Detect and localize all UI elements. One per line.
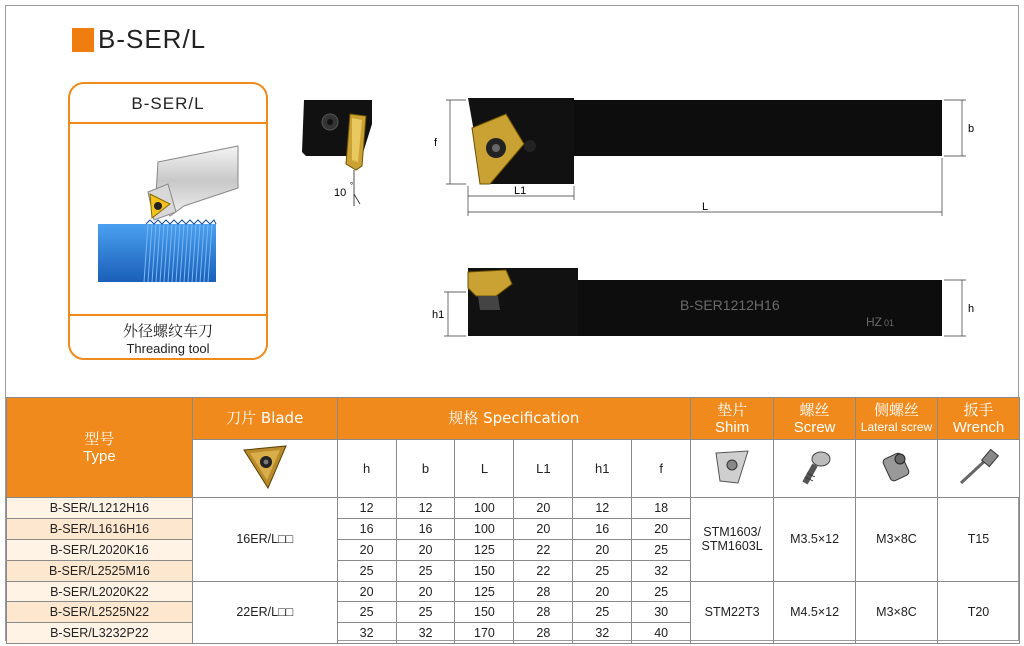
value-cell: 25 <box>396 602 455 623</box>
svg-text:°: ° <box>350 181 354 190</box>
wrench-image-cell <box>937 440 1019 498</box>
header-screw: 螺丝 Screw <box>774 398 856 440</box>
dim-b: b <box>968 123 975 135</box>
dim-h: h <box>968 303 975 315</box>
value-cell: 100 <box>455 498 514 519</box>
value-cell: 150 <box>455 602 514 623</box>
blade-image-cell <box>192 440 337 498</box>
type-cell: B-SER/L2525N22 <box>7 602 193 623</box>
header-lateral-screw: 侧螺丝 Lateral screw <box>856 398 938 440</box>
screw-image-cell <box>774 440 856 498</box>
spec-col-l1: L1 <box>514 440 573 498</box>
value-cell: 16 <box>573 518 632 539</box>
screw-icon <box>793 445 837 489</box>
spec-col-f: f <box>632 440 691 498</box>
screw-cell: M4.5×12 <box>774 581 856 644</box>
page-title: B-SER/L <box>98 24 207 54</box>
spec-col-h: h <box>337 440 396 498</box>
value-cell: 20 <box>514 518 573 539</box>
illustration-card <box>68 82 268 360</box>
type-cell: B-SER/L3232P22 <box>7 623 193 644</box>
value-cell: 28 <box>514 623 573 644</box>
value-cell: 25 <box>396 560 455 581</box>
brand-mark: HZ <box>866 315 882 329</box>
type-cell: B-SER/L2525M16 <box>7 560 193 581</box>
tool-marking: B-SER1212H16 <box>680 297 780 313</box>
value-cell: 25 <box>573 560 632 581</box>
value-cell: 20 <box>337 581 396 602</box>
value-cell: 20 <box>396 539 455 560</box>
blade-cell: 16ER/L□□ <box>192 498 337 582</box>
value-cell: 32 <box>632 560 691 581</box>
value-cell: 25 <box>632 581 691 602</box>
value-cell: 18 <box>632 498 691 519</box>
brand-mark-sub: 01 <box>884 318 895 328</box>
value-cell: 32 <box>396 623 455 644</box>
value-cell: 28 <box>514 581 573 602</box>
value-cell: 28 <box>514 602 573 623</box>
value-cell: 32 <box>573 623 632 644</box>
wrench-cell: T20 <box>937 581 1019 644</box>
spec-table <box>6 397 1020 644</box>
card-label-cn: 外径螺纹车刀 <box>122 322 213 340</box>
value-cell: 100 <box>455 518 514 539</box>
card-label-en: Threading tool <box>126 341 210 356</box>
value-cell: 40 <box>632 623 691 644</box>
value-cell: 16 <box>396 518 455 539</box>
header-spec: 规格 Specification <box>337 398 690 440</box>
header-type: 型号 Type <box>7 398 193 498</box>
blade-cell: 22ER/L□□ <box>192 581 337 644</box>
type-cell: B-SER/L2020K16 <box>7 539 193 560</box>
value-cell: 150 <box>455 560 514 581</box>
value-cell: 20 <box>573 539 632 560</box>
value-cell: 20 <box>337 539 396 560</box>
dim-f: f <box>434 137 438 149</box>
dim-l1: L1 <box>514 185 527 197</box>
value-cell: 12 <box>573 498 632 519</box>
title-marker <box>72 28 94 52</box>
spec-col-l: L <box>455 440 514 498</box>
threading-illustration <box>70 124 266 316</box>
angle-label: 10 <box>334 187 347 199</box>
value-cell: 32 <box>337 623 396 644</box>
shim-icon <box>710 445 754 489</box>
side-view-drawing <box>420 262 990 342</box>
card-heading: B-SER/L <box>70 84 266 124</box>
value-cell: 22 <box>514 539 573 560</box>
shim-image-cell <box>691 440 774 498</box>
title-block <box>72 24 206 55</box>
value-cell: 30 <box>632 602 691 623</box>
header-blade: 刀片 Blade <box>192 398 337 440</box>
value-cell: 25 <box>573 602 632 623</box>
value-cell: 25 <box>337 560 396 581</box>
value-cell: 25 <box>632 539 691 560</box>
spec-col-b: b <box>396 440 455 498</box>
lateral-screw-cell: M3×8C <box>856 581 938 644</box>
blade-insert-icon <box>238 442 292 492</box>
value-cell: 16 <box>337 518 396 539</box>
value-cell: 20 <box>573 581 632 602</box>
dim-l: L <box>702 201 709 213</box>
type-cell: B-SER/L2020K22 <box>7 581 193 602</box>
value-cell: 20 <box>632 518 691 539</box>
wrench-icon <box>953 445 1003 489</box>
screw-cell: M3.5×12 <box>774 498 856 582</box>
threading-tool-image <box>70 124 266 316</box>
type-cell: B-SER/L1616H16 <box>7 518 193 539</box>
value-cell: 22 <box>514 560 573 581</box>
lateral-screw-icon <box>874 445 918 489</box>
value-cell: 12 <box>396 498 455 519</box>
value-cell: 20 <box>396 581 455 602</box>
header-wrench: 扳手 Wrench <box>937 398 1019 440</box>
spec-col-h1: h1 <box>573 440 632 498</box>
header-shim: 垫片 Shim <box>691 398 774 440</box>
type-cell: B-SER/L1212H16 <box>7 498 193 519</box>
value-cell: 170 <box>455 623 514 644</box>
value-cell: 20 <box>514 498 573 519</box>
value-cell: 25 <box>337 602 396 623</box>
lateral-screw-image-cell <box>856 440 938 498</box>
top-view-drawing <box>420 92 990 222</box>
value-cell: 12 <box>337 498 396 519</box>
dim-h1: h1 <box>432 309 445 321</box>
value-cell: 125 <box>455 539 514 560</box>
value-cell: 125 <box>455 581 514 602</box>
shim-cell: STM22T3 <box>691 581 774 644</box>
lateral-screw-cell: M3×8C <box>856 498 938 582</box>
shim-cell: STM1603/ STM1603L <box>691 498 774 582</box>
wrench-cell: T15 <box>937 498 1019 582</box>
front-view-drawing <box>296 96 386 208</box>
